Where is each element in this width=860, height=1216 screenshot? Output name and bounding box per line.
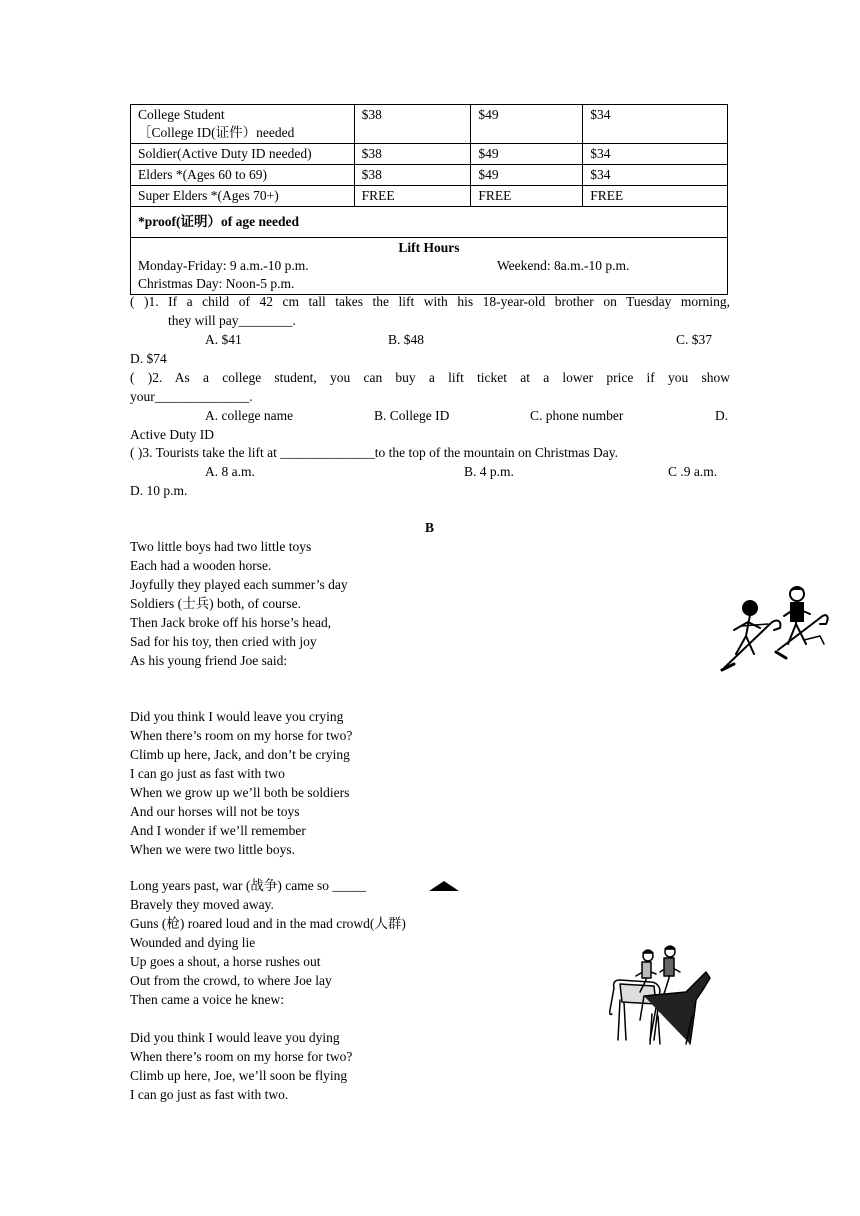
riders-on-horses-illustration [606,944,714,1048]
option-d: D. 10 p.m. [130,483,188,498]
question-1-line1: ( )1. If a child of 42 cm tall takes the lift with his 18-year-old brother on Tuesday morning, [130,294,730,309]
question-2-line2: your______________. [130,389,253,404]
poem-line: As his young friend Joe said: [130,653,288,668]
poem-line: Guns (枪) roared loud and in the mad crowd(人群) [130,916,406,931]
poem-line: Climb up here, Joe, we’ll soon be flying [130,1068,348,1083]
price-cell: FREE [583,186,728,207]
poem-line: Each had a wooden horse. [130,558,272,573]
price-cell: $38 [354,165,471,186]
poem-line: When we grow up we’ll both be soldiers [130,785,350,800]
price-cell: $38 [354,105,471,144]
option-b: B. College ID [374,408,450,423]
lift-hours-title: Lift Hours [398,240,460,255]
poem-line: Did you think I would leave you crying [130,709,344,724]
poem-line: Out from the crowd, to where Joe lay [130,973,332,988]
price-cell: $38 [354,144,471,165]
boys-hobby-horses-illustration [720,584,830,680]
poem-line: Two little boys had two little toys [130,539,312,554]
question-3-line1: ( )3. Tourists take the lift at ______________to the top of the mountain on Christmas Day. [130,445,618,460]
table-row [131,165,728,186]
option-c: C. $37 [676,332,713,347]
table-row [131,144,728,165]
price-cell: $34 [583,105,728,144]
poem-line: Bravely they moved away. [130,897,274,912]
price-table [130,104,728,295]
table-row [131,238,728,295]
weekday-hours: Monday-Friday: 9 a.m.-10 p.m. [138,258,309,273]
table-row [131,186,728,207]
row-label: Soldier(Active Duty ID needed) [131,144,355,165]
table-row [131,207,728,238]
poem-line: Then came a voice he knew: [130,992,285,1007]
price-cell: $34 [583,144,728,165]
price-cell: FREE [354,186,471,207]
option-d-prefix: D. [715,408,729,423]
hours-row [138,257,720,275]
poem-line: Climb up here, Jack, and don’t be crying [130,747,350,762]
option-c: C .9 a.m. [668,464,718,479]
proof-note: *proof(证明）of age needed [131,207,728,238]
option-b: B. $48 [388,332,425,347]
section-heading: B [425,520,435,535]
option-b: B. 4 p.m. [464,464,514,479]
poem-line: And our horses will not be toys [130,804,300,819]
poem-line: Up goes a shout, a horse rushes out [130,954,321,969]
poem-line: Soldiers (士兵) both, of course. [130,596,301,611]
option-a: A. college name [205,408,294,423]
table-row [131,105,728,144]
price-cell: $49 [471,165,583,186]
option-d: D. $74 [130,351,167,366]
poem-line: Then Jack broke off his horse’s head, [130,615,332,630]
row-label-line: College Student [138,107,225,122]
poem-stanza-2 [130,707,352,859]
row-label [131,105,355,144]
lift-hours-cell [131,238,728,295]
poem-line: Sad for his toy, then cried with joy [130,634,317,649]
poem-stanza-4 [130,1028,352,1104]
row-label: Elders *(Ages 60 to 69) [131,165,355,186]
weekend-hours: Weekend: 8a.m.-10 p.m. [497,258,630,273]
row-label: Super Elders *(Ages 70+) [131,186,355,207]
poem-line: And I wonder if we’ll remember [130,823,306,838]
poem-line: I can go just as fast with two [130,766,285,781]
price-cell: $49 [471,144,583,165]
price-cell: $34 [583,165,728,186]
option-c: C. phone number [530,408,624,423]
row-label-line: ［College ID(证件）needed [138,125,295,140]
question-1-line2: they will pay________. [168,313,296,328]
poem-line: Did you think I would leave you dying [130,1030,340,1045]
price-cell: FREE [471,186,583,207]
poem-line: I can go just as fast with two. [130,1087,289,1102]
poem-line: When there’s room on my horse for two? [130,1049,353,1064]
poem-line: Wounded and dying lie [130,935,256,950]
triangle-mark-icon [428,880,460,892]
christmas-hours: Christmas Day: Noon-5 p.m. [138,276,295,291]
poem-line: Long years past, war (战争) came so _____ [130,878,367,893]
option-a: A. 8 a.m. [205,464,255,479]
poem-line: When there’s room on my horse for two? [130,728,353,743]
question-2-line1: ( )2. As a college student, you can buy a lift ticket at a lower price if you show [130,370,730,385]
option-d: Active Duty ID [130,427,214,442]
poem-stanza-3 [130,876,406,1009]
option-a: A. $41 [205,332,242,347]
poem-line: Joyfully they played each summer’s day [130,577,348,592]
price-cell: $49 [471,105,583,144]
poem-stanza-1 [130,537,348,670]
poem-line: When we were two little boys. [130,842,295,857]
